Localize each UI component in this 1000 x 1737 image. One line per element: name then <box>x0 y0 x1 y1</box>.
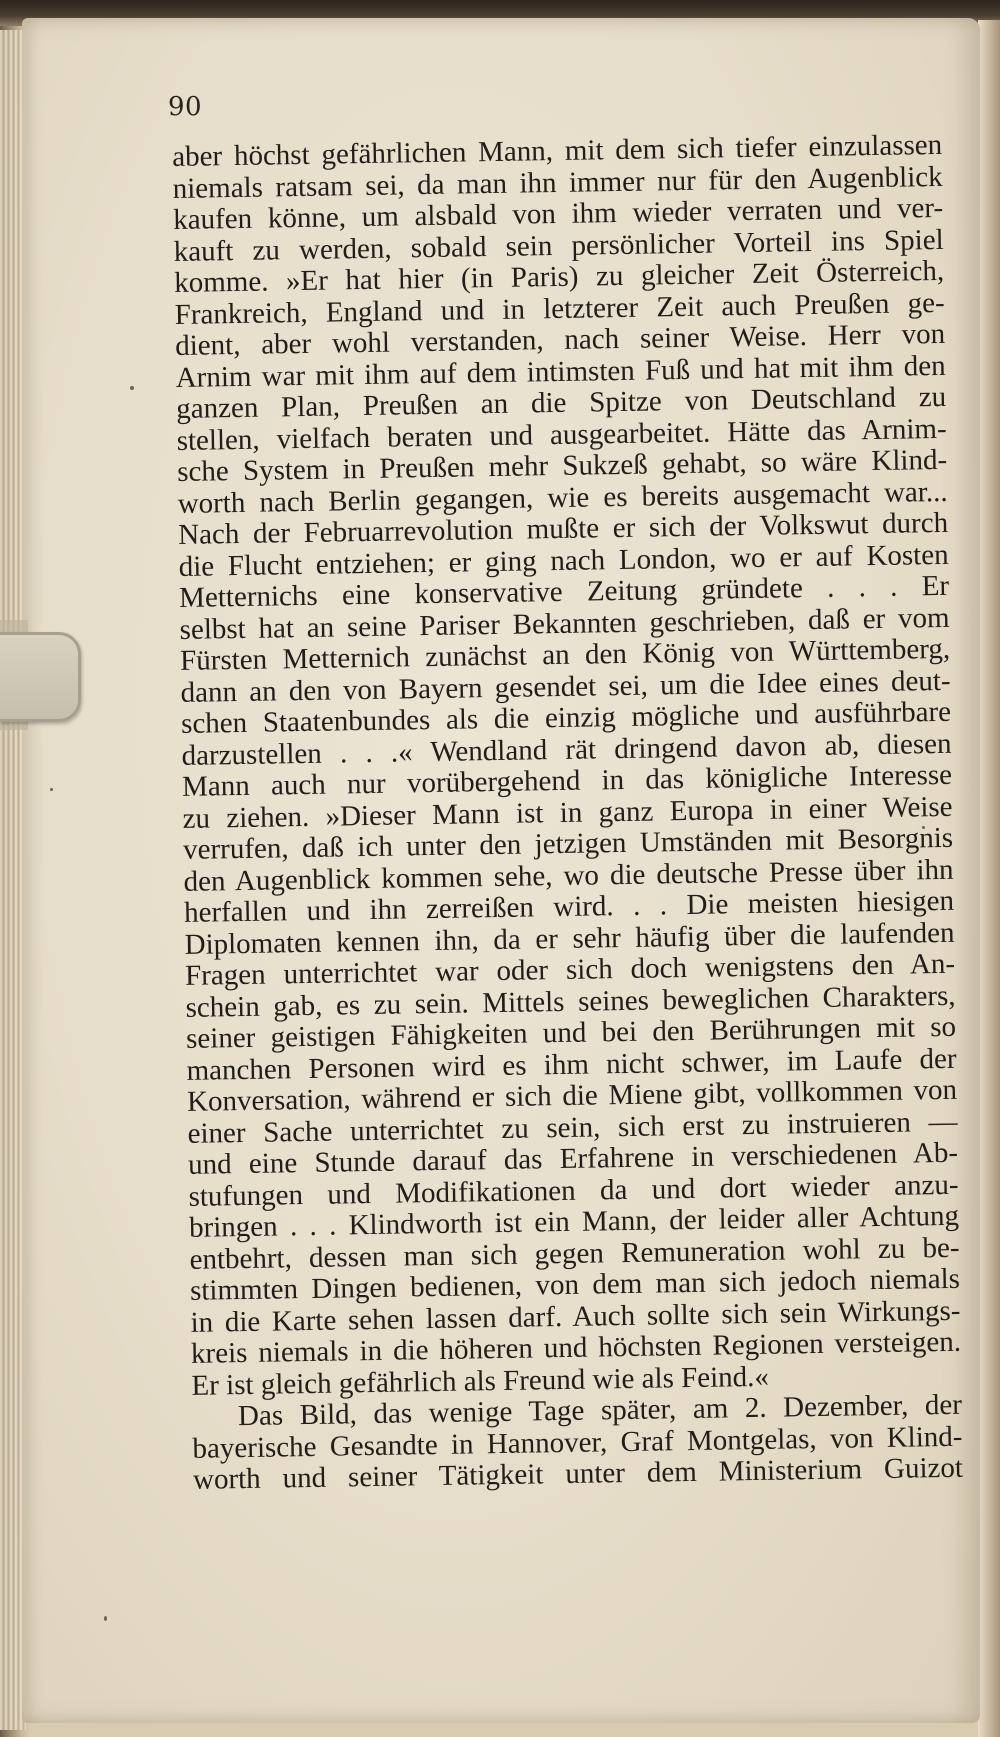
text-line: Konversation, während er sich die Miene gibt, vollkommen von <box>186 1073 958 1118</box>
page-number: 90 <box>168 92 203 122</box>
text-line: verrufen, daß ich unter den jetzigen Umständen mit Besorgnis <box>182 821 954 866</box>
text-line: stellen, vielfach beraten und ausgearbeitet. Hätte das Arnim- <box>176 412 947 457</box>
text-line: und eine Stunde darauf das Erfahrene in verschiedenen Ab- <box>187 1136 959 1181</box>
bookmark-tab <box>0 632 81 722</box>
text-line: zu ziehen. »Dieser Mann ist in ganz Europa in einer Weise <box>182 790 953 835</box>
text-line: seiner geistigen Fähigkeiten und bei den Berührungen mit so <box>185 1010 957 1055</box>
text-line: Frankreich, England und in letzterer Zeit auch Preußen ge- <box>174 286 945 331</box>
text-line: Er ist gleich gefährlich als Freund wie als Feind.« <box>191 1360 770 1402</box>
text-line: manchen Personen wird es ihm nicht schwer, im Laufe der <box>186 1042 957 1087</box>
body-text <box>172 130 963 1496</box>
text-line: Fragen unterrichtet war oder sich doch wenigstens den An- <box>184 947 956 992</box>
text-line: kreis niemals in die höheren und höchsten Regionen versteigen. <box>190 1325 962 1370</box>
paper-speck <box>104 1616 107 1621</box>
text-line: in die Karte sehen lassen darf. Auch sollte sich sein Wirkungs- <box>190 1294 961 1339</box>
right-page-edge <box>978 20 1000 1737</box>
text-line: Fürsten Metternich zunächst an den König von Württemberg, <box>179 632 951 677</box>
paper-speck <box>130 386 134 390</box>
text-line: stimmten Dingen bedienen, von dem man sich jedoch niemals <box>189 1262 961 1307</box>
text-line: einer Sache unterrichtet zu sein, sich erst zu instruieren — <box>187 1105 958 1150</box>
text-line: Das Bild, das wenige Tage später, am 2. Dezember, der <box>237 1388 963 1433</box>
text-line: herfallen und ihn zerreißen wird. . . Die meisten hiesigen <box>183 884 955 929</box>
text-line: aber höchst gefährlichen Mann, mit dem sich tiefer einzulassen <box>171 128 943 173</box>
text-line: sche System in Preußen mehr Sukzeß gehabt, so wäre Klind- <box>176 443 948 488</box>
text-line: die Flucht entziehen; er ging nach London, wo er auf Kosten <box>178 538 949 583</box>
text-line: worth und seiner Tätigkeit unter dem Ministerium Guizot <box>192 1451 964 1496</box>
text-line: den Augenblick kommen sehe, wo die deutsche Presse über ihn <box>183 853 954 898</box>
paper-speck <box>50 788 53 791</box>
text-line: darzustellen . . .« Wendland rät dringend davon ab, diesen <box>181 727 952 772</box>
text-line: Metternichs eine konservative Zeitung gründete . . . Er <box>178 569 950 614</box>
text-line: schen Staatenbundes als die einzig mögliche und ausführbare <box>180 695 952 740</box>
text-line: stufungen und Modifikationen da und dort wieder anzu- <box>188 1168 959 1213</box>
text-line: ganzen Plan, Preußen an die Spitze von Deutschland zu <box>175 380 947 425</box>
text-line: kaufen könne, um alsbald von ihm wieder verraten und ver- <box>172 191 944 236</box>
text-line: niemals ratsam sei, da man ihn immer nur für den Augenblick <box>172 160 943 205</box>
text-line: selbst hat an seine Pariser Bekannten geschrieben, daß er vom <box>179 601 950 646</box>
text-line: bringen . . . Klindworth ist ein Mann, der leider aller Achtung <box>188 1199 960 1244</box>
text-line: kauft zu werden, sobald sein persönlicher Vorteil ins Spiel <box>173 223 944 268</box>
text-line: worth nach Berlin gegangen, wie es bereits ausgemacht war... <box>177 475 948 520</box>
text-line: Diplomaten kennen ihn, da er sehr häufig über die laufenden <box>184 916 955 961</box>
text-line: komme. »Er hat hier (in Paris) zu gleicher Zeit Österreich, <box>173 254 945 299</box>
text-line: entbehrt, dessen man sich gegen Remuneration wohl zu be- <box>189 1231 960 1276</box>
text-line: Mann auch nur vorübergehend in das königliche Interesse <box>181 758 953 803</box>
text-line: dient, aber wohl verstanden, nach seiner Weise. Herr von <box>174 317 946 362</box>
text-line: Arnim war mit ihm auf dem intimsten Fuß und hat mit ihm den <box>175 349 946 394</box>
text-line: Nach der Februarrevolution mußte er sich der Volkswut durch <box>177 506 949 551</box>
text-line: bayerische Gesandte in Hannover, Graf Montgelas, von Klind- <box>192 1420 963 1465</box>
text-line: schein gab, es zu sein. Mittels seines beweglichen Charakters, <box>185 979 956 1024</box>
text-line: dann an den von Bayern gesendet sei, um die Idee eines deut- <box>180 664 951 709</box>
